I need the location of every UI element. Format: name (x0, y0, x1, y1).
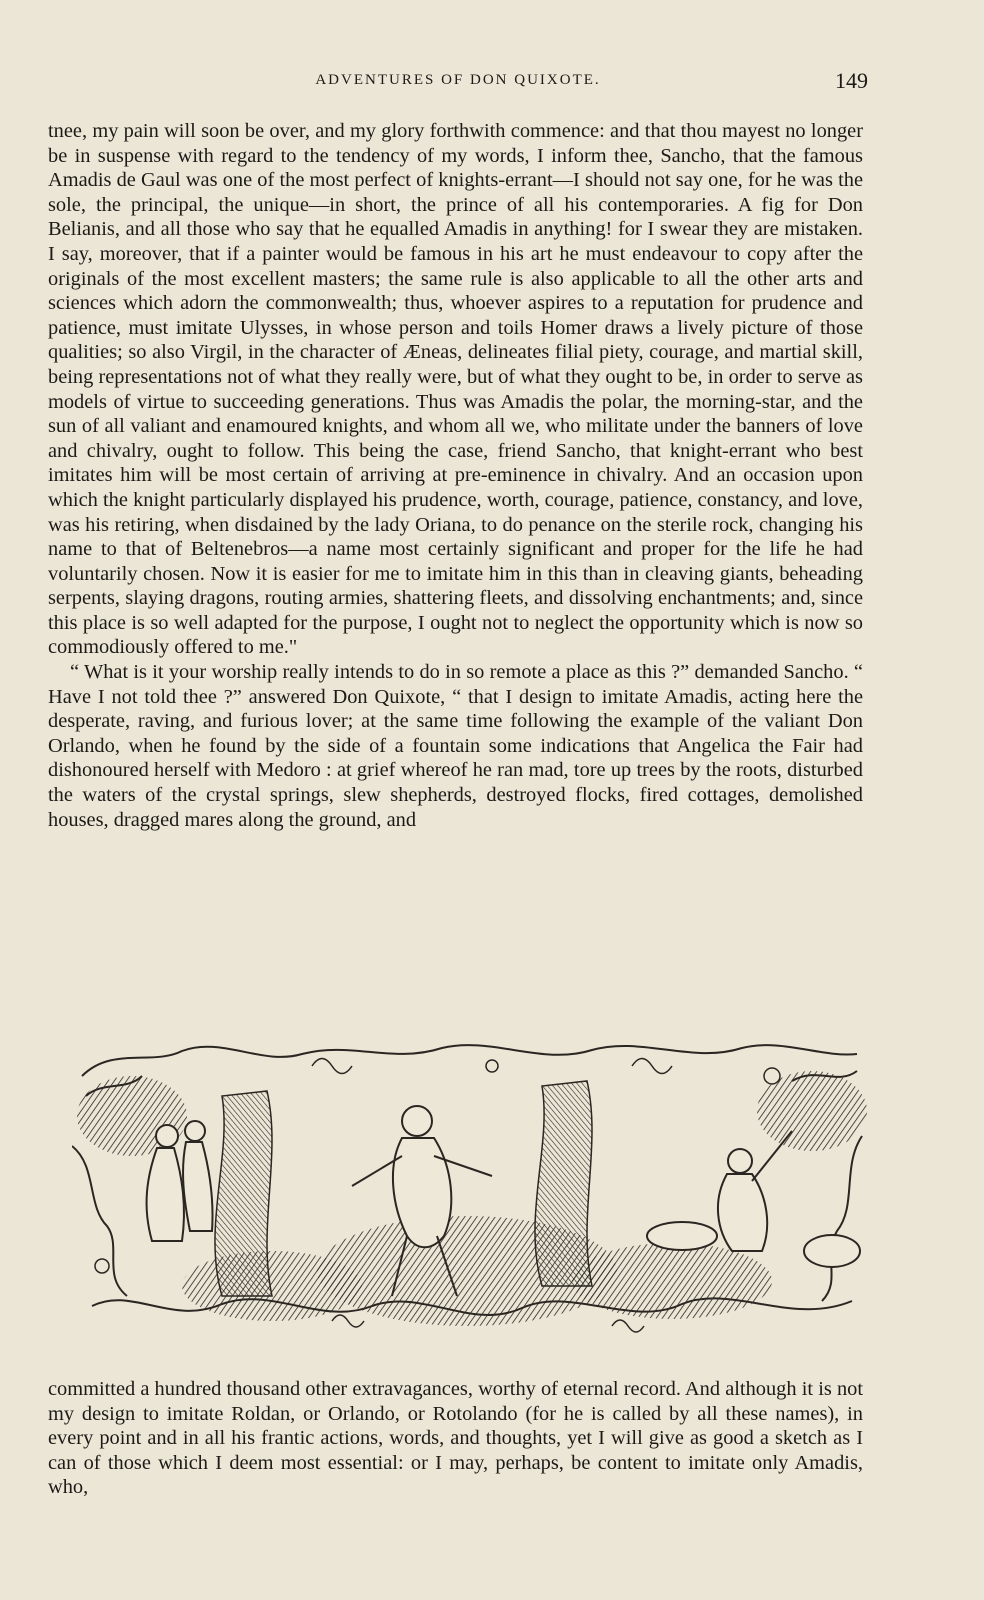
running-head-title: ADVENTURES OF DON QUIXOTE. (315, 72, 601, 88)
page-number: 149 (835, 68, 868, 93)
paragraph-continued: tnee, my pain will soon be over, and my glory forthwith commence: and that thou mayest no longer be in suspense with regard to the tendency of my words, I inform thee, Sancho, that the famous Amadis de Gaul was one of the most perfect of knights-errant—I should not say one, for he was the sole, the principal, the unique—in short, the prince of all his contemporaries. A fig for Don Belianis, and all those who say that he equalled Amadis in anything! for I swear they are mistaken. I say, moreover, that if a painter would be famous in his art he must endeavour to copy after the originals of the most excellent masters; the same rule is also applicable to all the other arts and sciences which adorn the commonwealth; thus, whoever aspires to a reputation for prudence and patience, must imitate Ulysses, in whose person and toils Homer draws a lively picture of those qualities; so also Virgil, in the character of Æneas, delineates filial piety, courage, and martial skill, being representations not of what they really were, but of what they ought to be, in order to serve as models of virtue to succeeding generations. Thus was Amadis the polar, the morning-star, and the sun of all valiant and enamoured knights, and whom all we, who militate under the banners of love and chivalry, ought to follow. This being the case, friend Sancho, that knight-errant who best imitates him will be most certain of arriving at pre-eminence in chivalry. And an occasion upon which the knight particularly displayed his prudence, worth, courage, patience, constancy, and love, was his retiring, when disdained by the lady Oriana, to do penance on the sterile rock, changing his name to that of Beltenebros—a name most certainly significant and proper for the life he had voluntarily chosen. Now it is easier for me to imitate him in this than in cleaving giants, beheading serpents, slaying dragons, routing armies, shattering fleets, and dissolving enchantments; and, since this place is so well adapted for the purpose, I ought not to neglect the opportunity which is now so commodiously offered to me." (48, 120, 863, 659)
upper-text-block (48, 119, 863, 832)
vignette-illustration (72, 1036, 867, 1346)
running-head (48, 68, 868, 98)
engraved-vignette (72, 1036, 867, 1346)
paragraph-continuation: committed a hundred thousand other extravagances, worthy of eternal record. And although it is not my design to imitate Roldan, or Orlando, or Rotolando (for he is called by all these names), in every point and in all his frantic actions, words, and thoughts, yet I will give as good a sketch as I can of those which I deem most essential: or I may, perhaps, be content to imitate only Amadis, who, (48, 1378, 863, 1499)
paragraph-dialogue: “ What is it your worship really intends to do in so remote a place as this ?” demanded Sancho. “ Have I not told thee ?” answered Don Quixote, “ that I design to imitate Amadis, acting here the desperate, raving, and furious lover; at the same time following the example of the valiant Don Orlando, when he found by the side of a fountain some indications that Angelica the Fair had dishonoured herself with Medoro : at grief whereof he ran mad, tore up trees by the roots, disturbed the waters of the crystal springs, slew shepherds, destroyed flocks, fired cottages, demolished houses, dragged mares along the ground, and (48, 661, 863, 831)
lower-text-block (48, 1377, 863, 1500)
